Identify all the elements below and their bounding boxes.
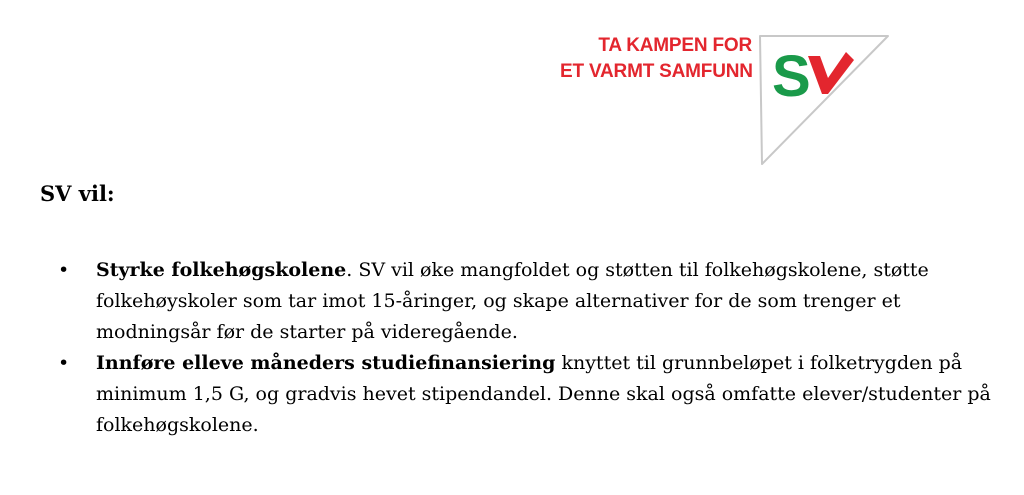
svg-text:S: S	[772, 44, 811, 109]
list-item	[58, 255, 998, 348]
policy-list	[58, 255, 998, 441]
bullet-icon: •	[58, 259, 70, 281]
slogan-line-1: TA KAMPEN FOR	[598, 35, 752, 56]
item-heading: Innføre elleve måneders studiefinansiering	[96, 352, 556, 374]
sv-party-logo-icon	[758, 34, 892, 168]
item-heading: Styrke folkehøgskolene	[96, 259, 347, 281]
section-title: SV vil:	[40, 181, 115, 206]
item-text: . SV vil øke mangfoldet og støtten til folkehøgskolene, støtte folkehøyskoler som tar imot 15-åringer, og skape alternativer for de som trenger et modningsår før de starter på videregående.	[96, 259, 929, 343]
list-item	[58, 348, 998, 441]
item-text: knyttet til grunnbeløpet i folketrygden på minimum 1,5 G, og gradvis hevet stipendandel. Denne skal også omfatte elever/studenter på folkehøgskolene.	[96, 352, 991, 436]
party-slogan	[560, 33, 752, 85]
slogan-line-2: ET VARMT SAMFUNN	[560, 61, 753, 82]
bullet-icon: •	[58, 352, 70, 374]
